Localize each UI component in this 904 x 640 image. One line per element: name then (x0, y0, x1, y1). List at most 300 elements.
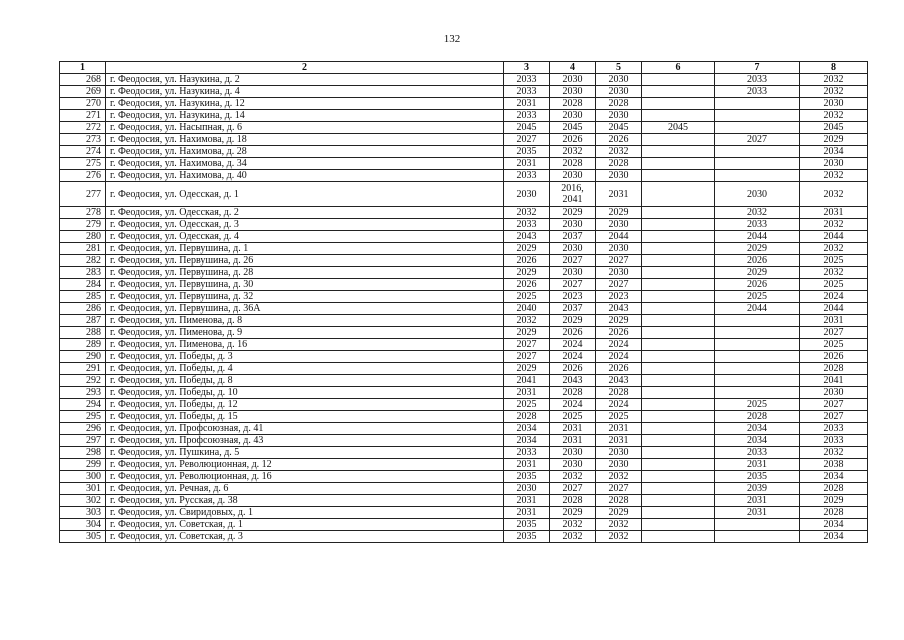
col6-year-cell (642, 279, 715, 291)
address-cell: г. Феодосия, ул. Революционная, д. 16 (106, 471, 504, 483)
address-cell: г. Феодосия, ул. Одесская, д. 1 (106, 182, 504, 207)
col8-year-cell: 2025 (800, 339, 868, 351)
col6-year-cell (642, 98, 715, 110)
row-number-cell: 276 (60, 170, 106, 182)
col5-year-cell: 2030 (596, 243, 642, 255)
row-number-cell: 301 (60, 483, 106, 495)
col7-year-cell: 2034 (715, 435, 800, 447)
col8-year-cell: 2025 (800, 279, 868, 291)
row-number-cell: 305 (60, 531, 106, 543)
address-cell: г. Феодосия, ул. Нахимова, д. 40 (106, 170, 504, 182)
col4-year-cell: 2030 (550, 459, 596, 471)
col5-year-cell: 2026 (596, 327, 642, 339)
table-row (60, 507, 868, 519)
row-number-cell: 273 (60, 134, 106, 146)
col3-year-cell: 2026 (504, 255, 550, 267)
row-number-cell: 272 (60, 122, 106, 134)
col8-year-cell: 2028 (800, 483, 868, 495)
col6-year-cell (642, 86, 715, 98)
table-row (60, 279, 868, 291)
row-number-cell: 282 (60, 255, 106, 267)
col3-year-cell: 2031 (504, 495, 550, 507)
address-cell: г. Феодосия, ул. Победы, д. 4 (106, 363, 504, 375)
col4-year-cell: 2031 (550, 423, 596, 435)
col6-year-cell (642, 507, 715, 519)
col6-year-cell (642, 243, 715, 255)
table-row (60, 459, 868, 471)
col7-year-cell: 2026 (715, 279, 800, 291)
table-row (60, 315, 868, 327)
schedule-table (59, 61, 868, 543)
row-number-cell: 293 (60, 387, 106, 399)
col8-year-cell: 2028 (800, 507, 868, 519)
col5-year-cell: 2043 (596, 375, 642, 387)
col8-year-cell: 2032 (800, 219, 868, 231)
col3-year-cell: 2035 (504, 519, 550, 531)
table-row (60, 363, 868, 375)
row-number-cell: 275 (60, 158, 106, 170)
col6-year-cell (642, 267, 715, 279)
col5-year-cell: 2031 (596, 435, 642, 447)
col5-year-cell: 2029 (596, 315, 642, 327)
col7-year-cell (715, 98, 800, 110)
col4-year-cell: 2037 (550, 231, 596, 243)
col4-year-cell: 2027 (550, 255, 596, 267)
col3-year-cell: 2034 (504, 435, 550, 447)
table-row (60, 423, 868, 435)
col4-year-cell: 2030 (550, 86, 596, 98)
col6-year-cell (642, 363, 715, 375)
address-cell: г. Феодосия, ул. Пименова, д. 8 (106, 315, 504, 327)
table-row (60, 303, 868, 315)
col7-year-cell (715, 339, 800, 351)
col6-year-cell (642, 219, 715, 231)
table-row (60, 207, 868, 219)
col7-year-cell: 2030 (715, 182, 800, 207)
col5-year-cell: 2027 (596, 255, 642, 267)
col7-year-cell (715, 531, 800, 543)
table-row (60, 231, 868, 243)
col4-year-cell: 2032 (550, 519, 596, 531)
col8-year-cell: 2038 (800, 459, 868, 471)
col5-year-cell: 2030 (596, 219, 642, 231)
col7-year-cell: 2029 (715, 267, 800, 279)
column-header-1: 1 (60, 62, 106, 74)
col7-year-cell: 2025 (715, 291, 800, 303)
table-row (60, 267, 868, 279)
column-header-3: 3 (504, 62, 550, 74)
col8-year-cell: 2032 (800, 170, 868, 182)
col6-year-cell: 2045 (642, 122, 715, 134)
col7-year-cell: 2026 (715, 255, 800, 267)
col7-year-cell: 2033 (715, 86, 800, 98)
address-cell: г. Феодосия, ул. Русская, д. 38 (106, 495, 504, 507)
col4-year-cell: 2026 (550, 327, 596, 339)
col7-year-cell (715, 158, 800, 170)
col8-year-cell: 2031 (800, 315, 868, 327)
col8-year-cell: 2025 (800, 255, 868, 267)
table-row (60, 170, 868, 182)
col7-year-cell: 2025 (715, 399, 800, 411)
col6-year-cell (642, 459, 715, 471)
col5-year-cell: 2024 (596, 339, 642, 351)
row-number-cell: 277 (60, 182, 106, 207)
table-row (60, 243, 868, 255)
table-row (60, 134, 868, 146)
col4-year-cell: 2029 (550, 315, 596, 327)
col4-year-cell: 2030 (550, 219, 596, 231)
col6-year-cell (642, 327, 715, 339)
address-cell: г. Феодосия, ул. Первушина, д. 32 (106, 291, 504, 303)
col6-year-cell (642, 170, 715, 182)
table-row (60, 483, 868, 495)
col4-year-cell: 2016, 2041 (550, 182, 596, 207)
col6-year-cell (642, 375, 715, 387)
address-cell: г. Феодосия, ул. Советская, д. 1 (106, 519, 504, 531)
col3-year-cell: 2029 (504, 363, 550, 375)
col3-year-cell: 2032 (504, 315, 550, 327)
row-number-cell: 269 (60, 86, 106, 98)
table-row (60, 399, 868, 411)
table-row (60, 110, 868, 122)
col3-year-cell: 2027 (504, 339, 550, 351)
column-header-6: 6 (642, 62, 715, 74)
col7-year-cell (715, 122, 800, 134)
col5-year-cell: 2032 (596, 146, 642, 158)
row-number-cell: 290 (60, 351, 106, 363)
col4-year-cell: 2024 (550, 399, 596, 411)
col5-year-cell: 2032 (596, 519, 642, 531)
row-number-cell: 271 (60, 110, 106, 122)
table-row (60, 122, 868, 134)
col6-year-cell (642, 231, 715, 243)
col4-year-cell: 2029 (550, 507, 596, 519)
col7-year-cell: 2031 (715, 495, 800, 507)
row-number-cell: 284 (60, 279, 106, 291)
col7-year-cell: 2044 (715, 303, 800, 315)
col7-year-cell: 2027 (715, 134, 800, 146)
row-number-cell: 283 (60, 267, 106, 279)
row-number-cell: 279 (60, 219, 106, 231)
col8-year-cell: 2032 (800, 86, 868, 98)
col6-year-cell (642, 291, 715, 303)
col8-year-cell: 2030 (800, 387, 868, 399)
row-number-cell: 281 (60, 243, 106, 255)
col6-year-cell (642, 182, 715, 207)
col8-year-cell: 2027 (800, 399, 868, 411)
col5-year-cell: 2030 (596, 459, 642, 471)
address-cell: г. Феодосия, ул. Первушина, д. 36А (106, 303, 504, 315)
col8-year-cell: 2032 (800, 243, 868, 255)
col3-year-cell: 2034 (504, 423, 550, 435)
col7-year-cell (715, 315, 800, 327)
col3-year-cell: 2027 (504, 134, 550, 146)
col8-year-cell: 2032 (800, 267, 868, 279)
col4-year-cell: 2028 (550, 495, 596, 507)
col3-year-cell: 2030 (504, 483, 550, 495)
col3-year-cell: 2029 (504, 243, 550, 255)
address-cell: г. Феодосия, ул. Одесская, д. 4 (106, 231, 504, 243)
col7-year-cell: 2033 (715, 447, 800, 459)
col5-year-cell: 2030 (596, 86, 642, 98)
col7-year-cell (715, 327, 800, 339)
col7-year-cell: 2033 (715, 74, 800, 86)
col4-year-cell: 2030 (550, 170, 596, 182)
col5-year-cell: 2023 (596, 291, 642, 303)
col6-year-cell (642, 387, 715, 399)
col3-year-cell: 2043 (504, 231, 550, 243)
col8-year-cell: 2027 (800, 411, 868, 423)
col5-year-cell: 2045 (596, 122, 642, 134)
col5-year-cell: 2030 (596, 110, 642, 122)
address-cell: г. Феодосия, ул. Победы, д. 10 (106, 387, 504, 399)
col3-year-cell: 2035 (504, 531, 550, 543)
col6-year-cell (642, 399, 715, 411)
col5-year-cell: 2043 (596, 303, 642, 315)
col7-year-cell (715, 146, 800, 158)
table-row (60, 74, 868, 86)
address-cell: г. Феодосия, ул. Пименова, д. 9 (106, 327, 504, 339)
col7-year-cell (715, 351, 800, 363)
col5-year-cell: 2030 (596, 74, 642, 86)
col5-year-cell: 2025 (596, 411, 642, 423)
row-number-cell: 288 (60, 327, 106, 339)
col7-year-cell: 2029 (715, 243, 800, 255)
col8-year-cell: 2026 (800, 351, 868, 363)
table-row (60, 339, 868, 351)
col3-year-cell: 2031 (504, 98, 550, 110)
col6-year-cell (642, 134, 715, 146)
table-row (60, 351, 868, 363)
col7-year-cell: 2031 (715, 459, 800, 471)
col3-year-cell: 2035 (504, 471, 550, 483)
col7-year-cell (715, 519, 800, 531)
address-cell: г. Феодосия, ул. Свиридовых, д. 1 (106, 507, 504, 519)
col3-year-cell: 2040 (504, 303, 550, 315)
address-cell: г. Феодосия, ул. Первушина, д. 26 (106, 255, 504, 267)
row-number-cell: 295 (60, 411, 106, 423)
col8-year-cell: 2032 (800, 110, 868, 122)
column-header-4: 4 (550, 62, 596, 74)
col5-year-cell: 2032 (596, 531, 642, 543)
address-cell: г. Феодосия, ул. Первушина, д. 1 (106, 243, 504, 255)
table-row (60, 86, 868, 98)
col5-year-cell: 2032 (596, 471, 642, 483)
col7-year-cell: 2032 (715, 207, 800, 219)
col8-year-cell: 2034 (800, 519, 868, 531)
col8-year-cell: 2034 (800, 531, 868, 543)
row-number-cell: 297 (60, 435, 106, 447)
row-number-cell: 302 (60, 495, 106, 507)
col6-year-cell (642, 483, 715, 495)
col3-year-cell: 2045 (504, 122, 550, 134)
col4-year-cell: 2024 (550, 339, 596, 351)
col5-year-cell: 2024 (596, 351, 642, 363)
col3-year-cell: 2031 (504, 387, 550, 399)
address-cell: г. Феодосия, ул. Назукина, д. 4 (106, 86, 504, 98)
col6-year-cell (642, 158, 715, 170)
col3-year-cell: 2032 (504, 207, 550, 219)
col5-year-cell: 2044 (596, 231, 642, 243)
col8-year-cell: 2044 (800, 231, 868, 243)
col5-year-cell: 2027 (596, 279, 642, 291)
col5-year-cell: 2030 (596, 267, 642, 279)
col6-year-cell (642, 74, 715, 86)
col5-year-cell: 2027 (596, 483, 642, 495)
col3-year-cell: 2028 (504, 411, 550, 423)
col8-year-cell: 2032 (800, 447, 868, 459)
col4-year-cell: 2032 (550, 146, 596, 158)
col4-year-cell: 2030 (550, 447, 596, 459)
table-row (60, 375, 868, 387)
col5-year-cell: 2028 (596, 387, 642, 399)
col7-year-cell (715, 110, 800, 122)
column-header-7: 7 (715, 62, 800, 74)
page-number: 132 (443, 33, 461, 45)
address-cell: г. Феодосия, ул. Советская, д. 3 (106, 531, 504, 543)
col3-year-cell: 2027 (504, 351, 550, 363)
col5-year-cell: 2028 (596, 495, 642, 507)
col6-year-cell (642, 411, 715, 423)
col6-year-cell (642, 303, 715, 315)
row-number-cell: 303 (60, 507, 106, 519)
address-cell: г. Феодосия, ул. Победы, д. 3 (106, 351, 504, 363)
table-row (60, 519, 868, 531)
table-row (60, 495, 868, 507)
col8-year-cell: 2034 (800, 146, 868, 158)
col7-year-cell (715, 363, 800, 375)
table-row (60, 146, 868, 158)
col3-year-cell: 2033 (504, 170, 550, 182)
col8-year-cell: 2030 (800, 158, 868, 170)
table-row (60, 531, 868, 543)
col7-year-cell: 2034 (715, 423, 800, 435)
column-header-8: 8 (800, 62, 868, 74)
row-number-cell: 294 (60, 399, 106, 411)
address-cell: г. Феодосия, ул. Победы, д. 15 (106, 411, 504, 423)
col3-year-cell: 2041 (504, 375, 550, 387)
col6-year-cell (642, 110, 715, 122)
col6-year-cell (642, 531, 715, 543)
row-number-cell: 299 (60, 459, 106, 471)
table-row (60, 447, 868, 459)
col6-year-cell (642, 519, 715, 531)
col5-year-cell: 2030 (596, 170, 642, 182)
col6-year-cell (642, 315, 715, 327)
col5-year-cell: 2026 (596, 363, 642, 375)
table-row (60, 471, 868, 483)
col8-year-cell: 2032 (800, 74, 868, 86)
row-number-cell: 287 (60, 315, 106, 327)
col8-year-cell: 2044 (800, 303, 868, 315)
address-cell: г. Феодосия, ул. Первушина, д. 30 (106, 279, 504, 291)
col3-year-cell: 2025 (504, 399, 550, 411)
col8-year-cell: 2028 (800, 363, 868, 375)
col5-year-cell: 2031 (596, 423, 642, 435)
address-cell: г. Феодосия, ул. Первушина, д. 28 (106, 267, 504, 279)
address-cell: г. Феодосия, ул. Пименова, д. 16 (106, 339, 504, 351)
col4-year-cell: 2028 (550, 98, 596, 110)
col8-year-cell: 2041 (800, 375, 868, 387)
col4-year-cell: 2030 (550, 110, 596, 122)
address-cell: г. Феодосия, ул. Профсоюзная, д. 43 (106, 435, 504, 447)
col6-year-cell (642, 495, 715, 507)
col5-year-cell: 2026 (596, 134, 642, 146)
col7-year-cell: 2028 (715, 411, 800, 423)
col3-year-cell: 2025 (504, 291, 550, 303)
col8-year-cell: 2030 (800, 98, 868, 110)
table-body (60, 74, 868, 543)
row-number-cell: 304 (60, 519, 106, 531)
col6-year-cell (642, 339, 715, 351)
row-number-cell: 278 (60, 207, 106, 219)
col4-year-cell: 2024 (550, 351, 596, 363)
col5-year-cell: 2028 (596, 158, 642, 170)
col8-year-cell: 2033 (800, 435, 868, 447)
col4-year-cell: 2032 (550, 471, 596, 483)
col6-year-cell (642, 447, 715, 459)
col4-year-cell: 2043 (550, 375, 596, 387)
address-cell: г. Феодосия, ул. Нахимова, д. 18 (106, 134, 504, 146)
col6-year-cell (642, 471, 715, 483)
col5-year-cell: 2031 (596, 182, 642, 207)
table-row (60, 255, 868, 267)
address-cell: г. Феодосия, ул. Насыпная, д. 6 (106, 122, 504, 134)
table-row (60, 327, 868, 339)
col8-year-cell: 2029 (800, 134, 868, 146)
col6-year-cell (642, 351, 715, 363)
col7-year-cell (715, 170, 800, 182)
col8-year-cell: 2027 (800, 327, 868, 339)
col3-year-cell: 2029 (504, 267, 550, 279)
col3-year-cell: 2035 (504, 146, 550, 158)
col7-year-cell (715, 375, 800, 387)
col3-year-cell: 2033 (504, 110, 550, 122)
col3-year-cell: 2031 (504, 158, 550, 170)
table-row (60, 98, 868, 110)
col3-year-cell: 2033 (504, 447, 550, 459)
column-header-5: 5 (596, 62, 642, 74)
col8-year-cell: 2029 (800, 495, 868, 507)
col3-year-cell: 2033 (504, 74, 550, 86)
table-row (60, 158, 868, 170)
table-row (60, 182, 868, 207)
col4-year-cell: 2027 (550, 483, 596, 495)
col4-year-cell: 2045 (550, 122, 596, 134)
address-cell: г. Феодосия, ул. Победы, д. 12 (106, 399, 504, 411)
address-cell: г. Феодосия, ул. Назукина, д. 14 (106, 110, 504, 122)
row-number-cell: 298 (60, 447, 106, 459)
table-row (60, 291, 868, 303)
col4-year-cell: 2028 (550, 387, 596, 399)
col8-year-cell: 2024 (800, 291, 868, 303)
table-row (60, 435, 868, 447)
col8-year-cell: 2031 (800, 207, 868, 219)
col6-year-cell (642, 423, 715, 435)
col7-year-cell: 2039 (715, 483, 800, 495)
col4-year-cell: 2030 (550, 267, 596, 279)
col3-year-cell: 2033 (504, 219, 550, 231)
col3-year-cell: 2031 (504, 507, 550, 519)
row-number-cell: 285 (60, 291, 106, 303)
col5-year-cell: 2028 (596, 98, 642, 110)
address-cell: г. Феодосия, ул. Революционная, д. 12 (106, 459, 504, 471)
col7-year-cell: 2035 (715, 471, 800, 483)
col3-year-cell: 2030 (504, 182, 550, 207)
address-cell: г. Феодосия, ул. Назукина, д. 12 (106, 98, 504, 110)
col5-year-cell: 2024 (596, 399, 642, 411)
row-number-cell: 274 (60, 146, 106, 158)
